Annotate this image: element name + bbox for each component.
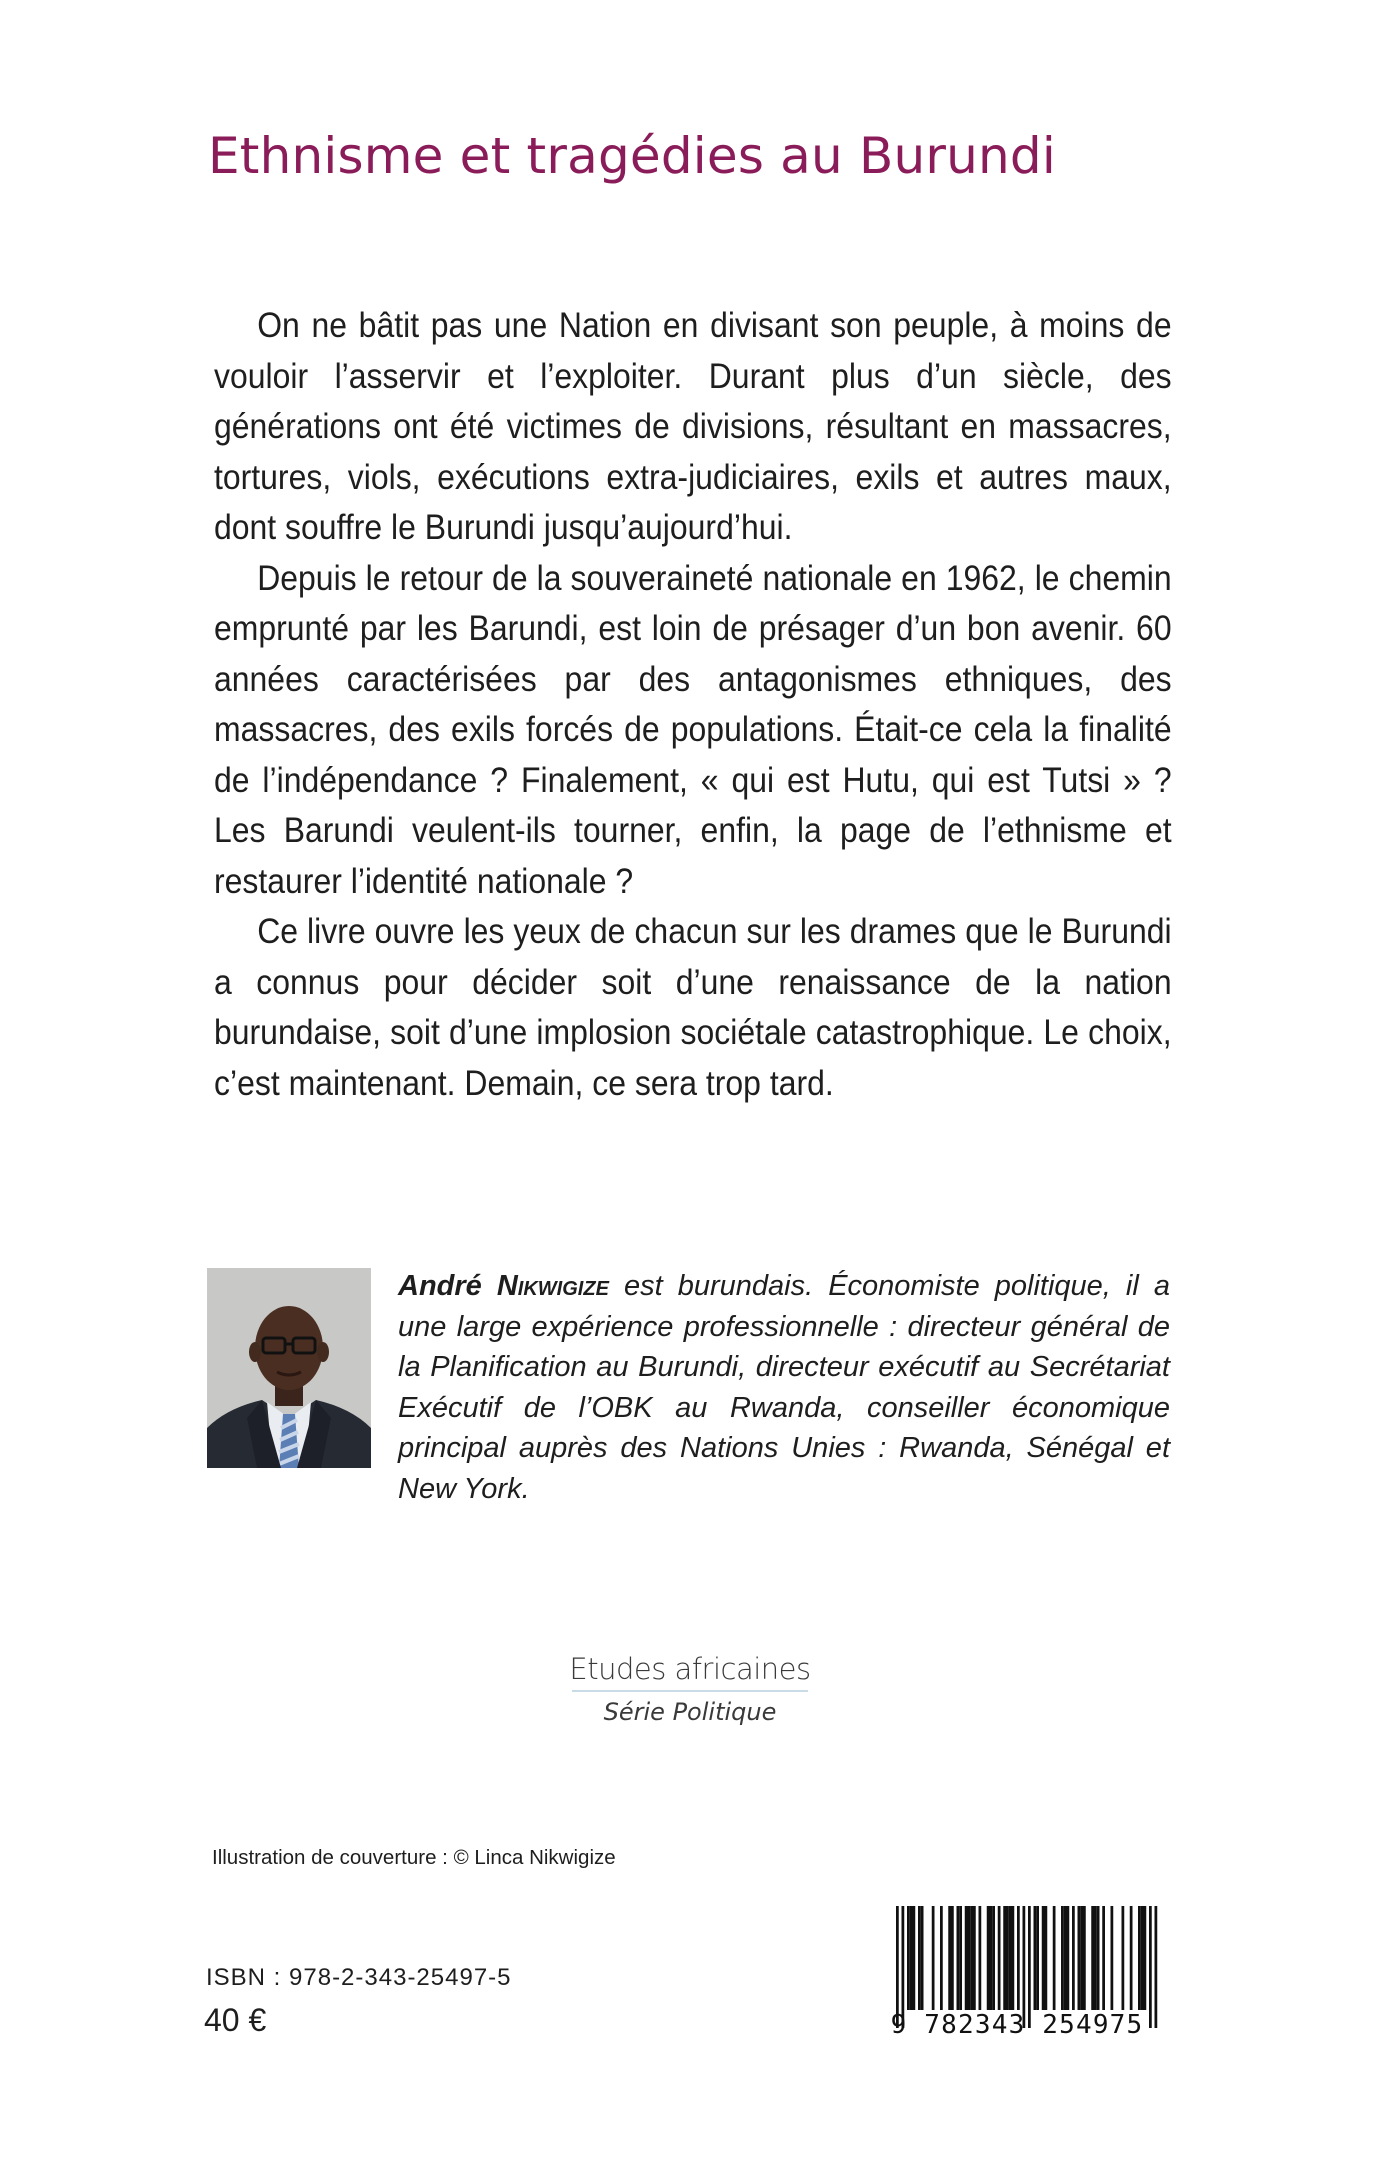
series-name: Etudes africaines [569, 1652, 811, 1686]
barcode-bar [1097, 1906, 1100, 2010]
barcode-bar [910, 1906, 913, 2010]
barcode-bar [1053, 1906, 1056, 2010]
series-subseries: Série Politique [603, 1698, 777, 1726]
cover-illustration-credit: Illustration de couverture : © Linca Nikwigize [212, 1846, 616, 1869]
author-photo [207, 1268, 371, 1468]
barcode-bar [979, 1906, 982, 2010]
barcode-bar [913, 1906, 916, 2010]
isbn: ISBN : 978-2-343-25497-5 [206, 1964, 512, 1991]
blurb-paragraph: Ce livre ouvre les yeux de chacun sur les drames que le Burundi a connus pour décider soit d’une renaissance de la nation burundaise, soit d’une implosion sociétale catastrophique. Le choix, c’est maintenant. Demain, ce sera trop tard. [214, 911, 1172, 1103]
barcode-bar [951, 1906, 954, 2010]
barcode-bar [1078, 1906, 1081, 2010]
barcode-bar [1017, 1906, 1020, 2010]
barcode-bar [1141, 1906, 1144, 2010]
barcode-bar [973, 1906, 976, 2010]
barcode-digits: 9 782343 254975 [890, 2010, 1144, 2040]
blurb-paragraph: Depuis le retour de la souveraineté nationale en 1962, le chemin emprunté par les Barundi, est loin de présager d’un bon avenir. 60 années caractérisées par des antagonismes ethniques, des massacres, des exils forcés de populations. Était-ce cela la finalité de l’indépendance ? Finalement, « qui est Hutu, qui est Tutsi » ? Les Barundi veulent-ils tourner, enfin, la page de l’ethnisme et restaurer l’identité nationale ? [214, 557, 1172, 901]
barcode-bar [1045, 1906, 1048, 2010]
barcode-bar [968, 1906, 971, 2010]
book-title: Ethnisme et tragédies au Burundi [208, 127, 1056, 185]
barcode-bar [1144, 1906, 1147, 2010]
author-bio [398, 1266, 1170, 1509]
barcode-bar [1067, 1906, 1070, 2010]
barcode-bar [1061, 1906, 1064, 2010]
barcode-bar [1080, 1906, 1083, 2010]
author-portrait-illustration [207, 1268, 371, 1468]
barcode-bar [1094, 1906, 1097, 2010]
barcode-bar [1003, 1906, 1006, 2010]
barcode-bar [932, 1906, 935, 2010]
barcode-bar [1111, 1906, 1114, 2010]
barcode-bar [957, 1906, 960, 2010]
barcode-bar [990, 1906, 993, 2010]
blurb-paragraph: On ne bâtit pas une Nation en divisant son peuple, à moins de vouloir l’asservir et l’exploiter. Durant plus d’un siècle, des générations ont été victimes de divisions, résultant en massacres, tortures, viols, exécutions extra-judiciaires, exils et autres maux, dont souffre le Burundi jusqu’aujourd’hui. [214, 305, 1172, 547]
barcode-bar [959, 1906, 962, 2010]
barcode-bar [987, 1906, 990, 2010]
series-label [560, 1652, 820, 1726]
barcode-bar [1009, 1906, 1012, 2010]
barcode-bar [1036, 1906, 1039, 2010]
barcode-bar [1006, 1906, 1009, 2010]
barcode-bar [1130, 1906, 1133, 2010]
author-bio-text: est burundais. Économiste politique, il a une large expérience professionnelle : directeur général de la Planification au Burundi, directeur exécutif au Secrétariat Exécutif de l’OBK au Rwanda, conseiller économique principal auprès des Nations Unies : Rwanda, Sénégal et New York. [398, 1270, 1170, 1505]
barcode-bar [1138, 1906, 1141, 2010]
barcode-bar [1122, 1906, 1125, 2010]
barcode-bar [1102, 1906, 1105, 2010]
barcode-bar [965, 1906, 968, 2010]
barcode-bar [1042, 1906, 1045, 2010]
price: 40 € [204, 2002, 267, 2038]
barcode-bar [992, 1906, 995, 2010]
barcode-bar [998, 1906, 1001, 2010]
barcode-bar [940, 1906, 943, 2010]
barcode-bar [1072, 1906, 1075, 2010]
barcode-bar [970, 1906, 973, 2010]
barcode-bar [1012, 1906, 1015, 2010]
author-first-name: André [398, 1270, 482, 1302]
barcode-bar [1083, 1906, 1086, 2010]
barcode-bar [948, 1906, 951, 2010]
series-divider [572, 1690, 808, 1692]
barcode-bar [907, 1906, 910, 2010]
barcode-bar [1064, 1906, 1067, 2010]
barcode-bar [918, 1906, 921, 2010]
back-cover-blurb [214, 300, 1172, 1108]
author-last-name: Nikwigize [496, 1270, 609, 1302]
barcode-bar [1091, 1906, 1094, 2010]
barcode-bar [921, 1906, 924, 2010]
barcode-bar [1034, 1906, 1037, 2010]
